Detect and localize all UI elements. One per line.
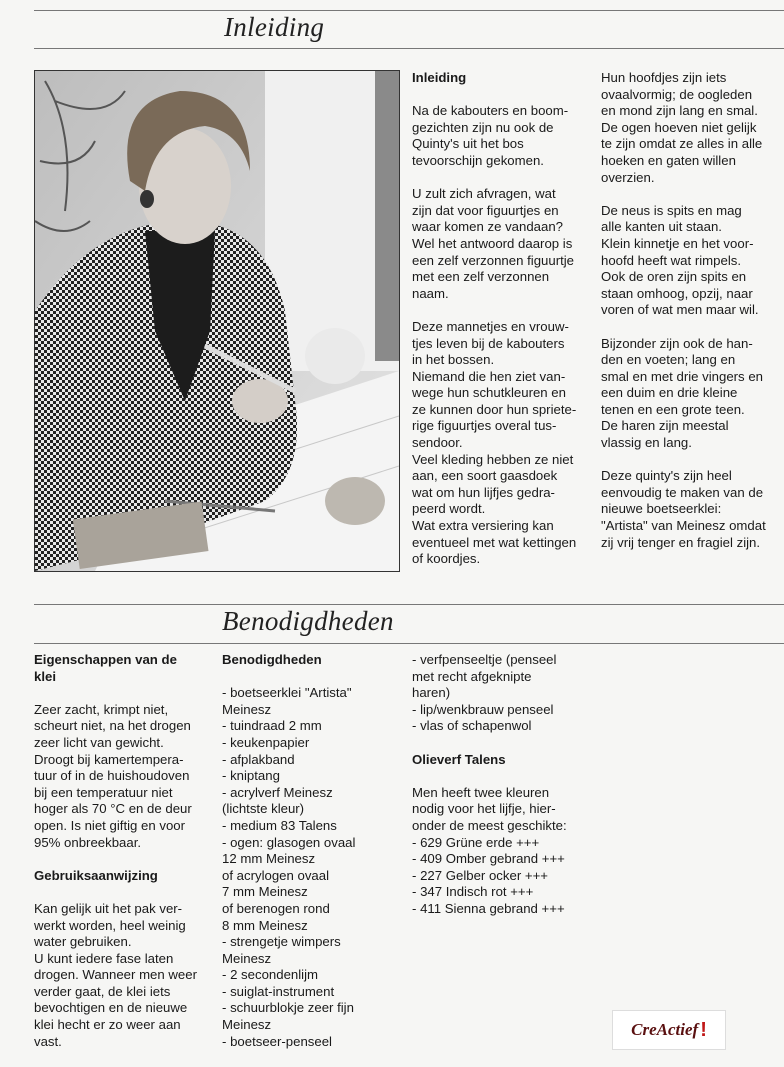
photo-illustration	[35, 71, 399, 571]
intro-paragraph: Bijzonder zijn ook de han- den en voeten; lang en smal en met drie vingers en een duim en drie kleine tenen en een grote teen. De haren zijn meestal vlassig en lang.	[601, 335, 763, 451]
paint-color-item: - 347 Indisch rot +++	[412, 884, 592, 901]
supply-item: - keukenpapier	[222, 735, 402, 752]
supply-item: - schuurblokje zeer fijn Meinesz	[222, 1000, 402, 1033]
supply-item: - boetseerklei "Artista" Meinesz	[222, 685, 402, 718]
paint-column	[412, 652, 592, 934]
intro-paragraph: Hun hoofdjes zijn iets ovaalvormig; de oogleden en mond zijn lang en smal. De ogen hoeven niet gelijk te zijn omdat ze alles in alle hoeken en gaten willen overzien.	[601, 70, 763, 185]
heading-underline-rule	[34, 48, 784, 49]
usage-title: Gebruiksaanwijzing	[34, 867, 158, 883]
supply-item: - medium 83 Talens	[222, 818, 402, 835]
clay-column	[34, 652, 214, 1067]
intro-paragraph: Na de kabouters en boom- gezichten zijn nu ook de Quinty's uit het bos tevoorschijn gekomen.	[412, 103, 569, 168]
supply-item: - verfpenseeltje (penseel met recht afgeknipte haren)	[412, 652, 592, 702]
supply-item: - acrylverf Meinesz (lichtste kleur)	[222, 785, 402, 818]
logo-text: CreActief	[631, 1020, 699, 1039]
oilpaint-title: Olieverf Talens	[412, 751, 506, 767]
paint-color-item: - 411 Sienna gebrand +++	[412, 901, 592, 918]
oilpaint-color-list	[412, 835, 592, 918]
intro-column-1	[412, 70, 592, 584]
supply-item: - tuindraad 2 mm	[222, 718, 402, 735]
supplies-list-continued	[412, 652, 592, 735]
supply-item: - afplakband	[222, 752, 402, 769]
section-heading-inleiding: Inleiding	[224, 12, 325, 42]
supplies-title: Benodigdheden	[222, 652, 322, 667]
intro-paragraph: Deze mannetjes en vrouw- tjes leven bij de kabouters in het bossen. Niemand die hen ziet van- wege hun schutkleuren en ze kunnen door hun spriete- rige figuurtjes overal tus- sendoor. Veel kleding hebben ze niet aan, een soort gaasdoek wat om hun lijfjes gedra- peerd wordt. Wat extra versiering kan eventueel met wat kettingen of koordjes.	[412, 318, 577, 567]
intro-paragraph: U zult zich afvragen, wat zijn dat voor figuurtjes en waar komen ze vandaan? Wel het antwoord daarop is een zelf verzonnen figuurtje met een zelf verzonnen naam.	[412, 186, 575, 301]
supply-item: - strengetje wimpers Meinesz	[222, 934, 402, 967]
supply-item: - kniptang	[222, 768, 402, 785]
supplies-list	[222, 685, 402, 1050]
clay-properties-text: Zeer zacht, krimpt niet, scheurt niet, na het drogen zeer licht van gewicht. Droogt bij kamertempera- tuur of in de huishoudoven bij een temperatuur niet hoger als 70 °C en de deur open. Is niet giftig en voor 95% onbreekbaar.	[34, 701, 192, 850]
logo-exclamation: !	[700, 1018, 707, 1041]
usage-text: Kan gelijk uit het pak ver- werkt worden, heel weinig water gebruiken. U kunt iedere fase laten drogen. Wanneer men weer verder gaat, de klei iets bevochtigen en de nieuwe klei hecht er zo weer aan vast.	[34, 900, 197, 1049]
supply-item: - ogen: glasogen ovaal 12 mm Meinesz of acrylogen ovaal 7 mm Meinesz of berenogen rond 8 mm Meinesz	[222, 835, 402, 935]
supply-item: - vlas of schapenwol	[412, 718, 592, 735]
heading-underline-rule	[34, 643, 784, 644]
supplies-column	[222, 652, 402, 1067]
paint-color-item: - 227 Gelber ocker +++	[412, 868, 592, 885]
supply-item: - suiglat-instrument	[222, 984, 402, 1001]
creactief-logo	[612, 1010, 726, 1050]
supply-item: - boetseer-penseel	[222, 1034, 402, 1051]
section-heading-benodigdheden: Benodigdheden	[222, 606, 394, 636]
intro-column-2	[601, 70, 781, 568]
intro-paragraph: Deze quinty's zijn heel eenvoudig te maken van de nieuwe boetseerklei: "Artista" van Meinesz omdat zij vrij tenger en fragiel zijn.	[601, 468, 766, 550]
clay-properties-title: Eigenschappen van de klei	[34, 652, 177, 684]
supply-item: - 2 secondenlijm	[222, 967, 402, 984]
section-rule	[34, 604, 784, 605]
paint-color-item: - 409 Omber gebrand +++	[412, 851, 592, 868]
supply-item: - lip/wenkbrauw penseel	[412, 702, 592, 719]
intro-paragraph: De neus is spits en mag alle kanten uit staan. Klein kinnetje en het voor- hoofd heeft wat rimpels. Ook de oren zijn spits en staan omhoog, opzij, naar voren of wat men maar wil.	[601, 202, 759, 318]
top-rule	[34, 10, 784, 11]
author-photo	[34, 70, 400, 572]
oilpaint-text: Men heeft twee kleuren nodig voor het lijfje, hier- onder de meest geschikte:	[412, 784, 567, 833]
intro-title: Inleiding	[412, 70, 467, 85]
paint-color-item: - 629 Grüne erde +++	[412, 835, 592, 852]
